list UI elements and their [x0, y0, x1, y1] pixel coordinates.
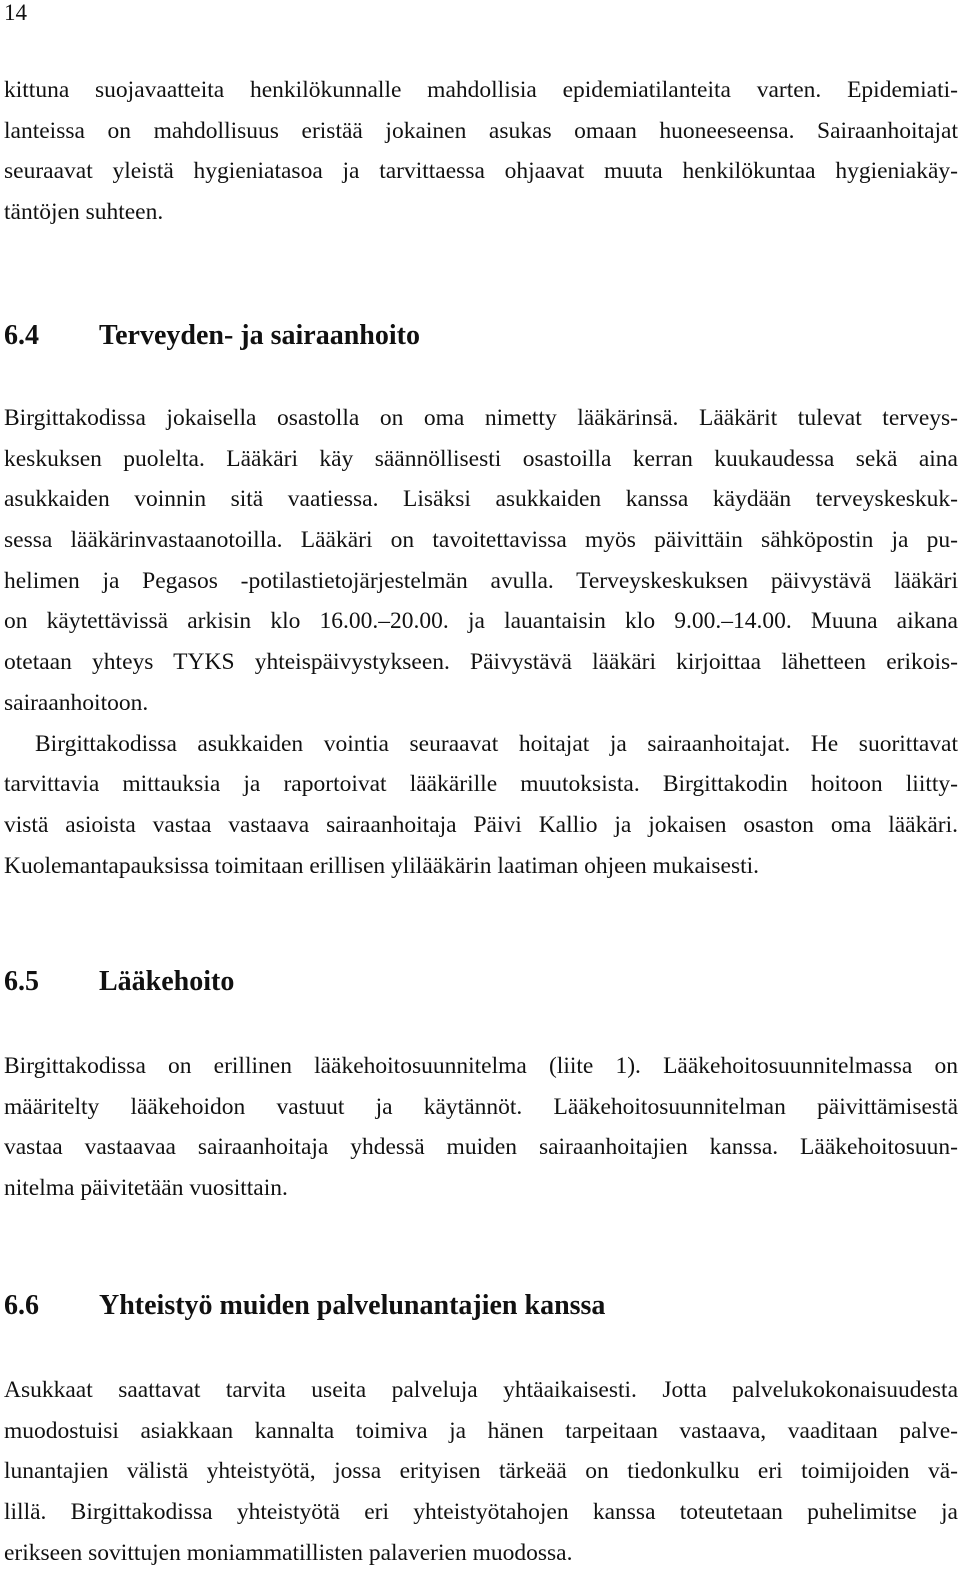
section-number: 6.6	[4, 1290, 39, 1321]
text-line: Birgittakodissa asukkaiden vointia seuraavat hoitajat ja sairaanhoitajat. He suorittavat	[35, 730, 958, 757]
text-line: sessa lääkärinvastaanotoilla. Lääkäri on tavoitettavissa myös päivittäin sähköpostin ja pu-	[4, 527, 958, 554]
section-heading-6-5	[4, 966, 234, 998]
text-line: helimen ja Pegasos -potilastietojärjestelmän avulla. Terveyskeskuksen päivystävä lääkäri	[4, 567, 958, 594]
text-line: vastaa vastaavaa sairaanhoitaja yhdessä muiden sairaanhoitajien kanssa. Lääkehoitosuun-	[4, 1134, 958, 1161]
section-6-4-body	[4, 398, 958, 886]
text-line: Kuolemantapauksissa toimitaan erillisen ylilääkärin laatiman ohjeen mukaisesti.	[4, 852, 760, 879]
text-line: kittuna suojavaatteita henkilökunnalle mahdollisia epidemiatilanteita varten. Epidemiati-	[4, 77, 958, 103]
text-line: tarvittavia mittauksia ja raportoivat lääkärille muutoksista. Birgittakodin hoitoon liitty-	[4, 771, 958, 798]
section-heading-6-6	[4, 1290, 605, 1322]
intro-paragraph	[4, 70, 958, 233]
text-line: erikseen sovittujen moniammatillisten palaverien muodossa.	[4, 1539, 573, 1566]
section-6-6-body	[4, 1370, 958, 1573]
text-line: Asukkaat saattavat tarvita useita palveluja yhtäaikaisesti. Jotta palvelukokonaisuudesta	[4, 1377, 958, 1403]
section-number: 6.5	[4, 966, 39, 997]
text-line: seuraavat yleistä hygieniatasoa ja tarvittaessa ohjaavat muuta henkilökuntaa hygieniakäy-	[4, 158, 958, 185]
text-line: vistä asioista vastaa vastaava sairaanhoitaja Päivi Kallio ja jokaisen osaston oma lääkäri.	[4, 811, 958, 838]
section-title: Yhteistyö muiden palvelunantajien kanssa	[99, 1290, 606, 1321]
text-line: määritelty lääkehoidon vastuut ja käytännöt. Lääkehoitosuunnitelman päivittämisestä	[4, 1093, 958, 1120]
text-line: muodostuisi asiakkaan kannalta toimiva ja hänen tarpeitaan vastaava, vaaditaan palve-	[4, 1417, 958, 1444]
text-line: on käytettävissä arkisin klo 16.00.–20.00. ja lauantaisin klo 9.00.–14.00. Muuna aikana	[4, 608, 958, 635]
text-line: lunantajien välistä yhteistyötä, jossa erityisen tärkeää on tiedonkulku eri toimijoiden vä-	[4, 1458, 958, 1485]
text-line: lillä. Birgittakodissa yhteistyötä eri yhteistyötahojen kanssa toteutetaan puhelimitse ja	[4, 1499, 958, 1526]
text-line: Birgittakodissa jokaisella osastolla on oma nimetty lääkärinsä. Lääkärit tulevat terveys-	[4, 405, 958, 431]
section-heading-6-4	[4, 320, 420, 352]
section-title: Terveyden- ja sairaanhoito	[99, 320, 420, 351]
text-line: lanteissa on mahdollisuus eristää jokainen asukas omaan huoneeseensa. Sairaanhoitajat	[4, 117, 958, 144]
text-line: täntöjen suhteen.	[4, 199, 164, 226]
text-line: keskuksen puolelta. Lääkäri käy säännöllisesti osastoilla kerran kuukaudessa sekä aina	[4, 445, 958, 472]
page-number: 14	[4, 0, 27, 25]
text-line: otetaan yhteys TYKS yhteispäivystykseen. Päivystävä lääkäri kirjoittaa lähetteen erikois-	[4, 649, 958, 676]
section-6-5-body	[4, 1046, 958, 1209]
text-line: nitelma päivitetään vuosittain.	[4, 1175, 288, 1202]
text-line: sairaanhoitoon.	[4, 689, 149, 716]
text-line: asukkaiden voinnin sitä vaatiessa. Lisäksi asukkaiden kanssa käydään terveyskeskuk-	[4, 486, 958, 513]
section-title: Lääkehoito	[99, 966, 235, 997]
text-line: Birgittakodissa on erillinen lääkehoitosuunnitelma (liite 1). Lääkehoitosuunnitelmassa on	[4, 1053, 958, 1079]
section-number: 6.4	[4, 320, 39, 351]
